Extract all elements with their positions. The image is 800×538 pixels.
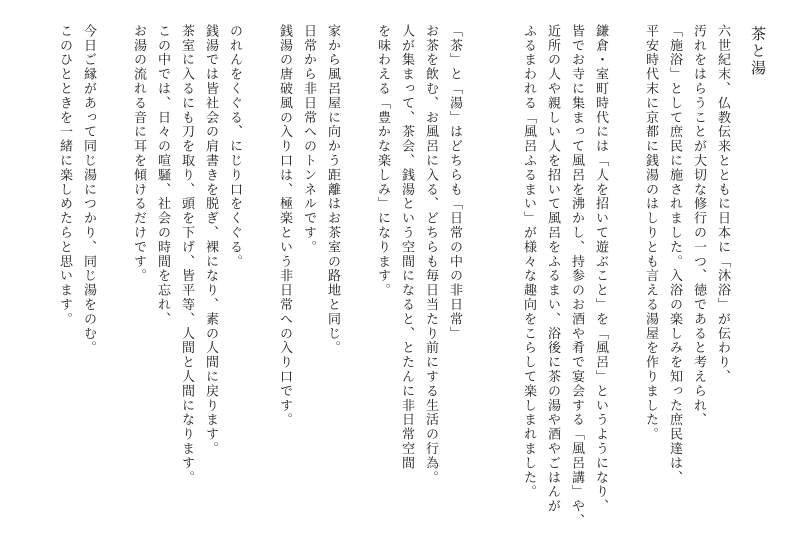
text-column-7: 近所の人や親しい人を招いて風呂をふるまい、浴後に茶の湯や酒やごはんが [545, 24, 560, 514]
text-column-13: 家から風呂屋に向かう距離はお茶室の路地と同じ。 [325, 24, 340, 356]
text-column-9: 「茶」と「湯」はどちらも「日常の中の非日常」 [447, 24, 462, 341]
text-column-6: 皆でお寺に集まって風呂を沸かし、持参のお酒や肴で宴会する「風呂講」や、 [569, 24, 584, 528]
text-column-11: 人が集まって、茶会、銭湯という空間になると、とたんに非日常空間 [399, 24, 414, 471]
text-column-1: 六世紀末、仏教伝来とともに日本に「沐浴」が伝わり、 [715, 24, 730, 384]
text-column-20: お湯の流れる音に耳を傾けるだけです。 [131, 24, 146, 284]
text-column-2: 汚れをはらうことが大切な修行の一つ、徳であると考えられ、 [691, 24, 706, 428]
text-column-10: お茶を飲む、お風呂に入る、どちらも毎日当たり前にする生活の行為。 [423, 24, 438, 485]
text-column-21: 今日ご縁があって同じ湯につかり、同じ湯をのむ。 [81, 24, 96, 356]
text-column-16: のれんをくぐる、にじり口をくぐる。 [227, 24, 242, 269]
text-column-8: ふるまわれる「風呂ふるまい」が様々な趣向をこらして楽しまれました。 [521, 24, 536, 500]
text-column-17: 銭湯では皆社会の肩書きを脱ぎ、裸になり、素の人間に戻ります。 [203, 24, 218, 456]
text-column-3: 「施浴」として庶民に施されました。入浴の楽しみを知った庶民達は、 [667, 24, 682, 485]
text-column-12: を味わえる「豊かな楽しみ」になります。 [375, 24, 390, 298]
text-column-15: 銭湯の唐破風の入り口は、極楽という非日常への入り口です。 [277, 24, 292, 428]
text-column-18: 茶室に入るにも刀を取り、頭を下げ、皆平等、人間と人間になります。 [179, 24, 194, 485]
text-column-19: この中では、日々の喧騒、社会の時間を忘れ、 [155, 24, 170, 327]
text-column-14: 日常から非日常へのトンネルです。 [301, 24, 316, 255]
text-column-4: 平安時代末に京都に銭湯のはしりとも言える湯屋を作りました。 [643, 24, 658, 442]
page-title: 茶と湯 [749, 26, 767, 77]
text-column-22: このひとときを一緒に楽しめたらと思います。 [57, 24, 72, 327]
text-column-5: 鎌倉・室町時代には「人を招いて遊ぶこと」を「風呂」というようになり、 [593, 24, 608, 514]
